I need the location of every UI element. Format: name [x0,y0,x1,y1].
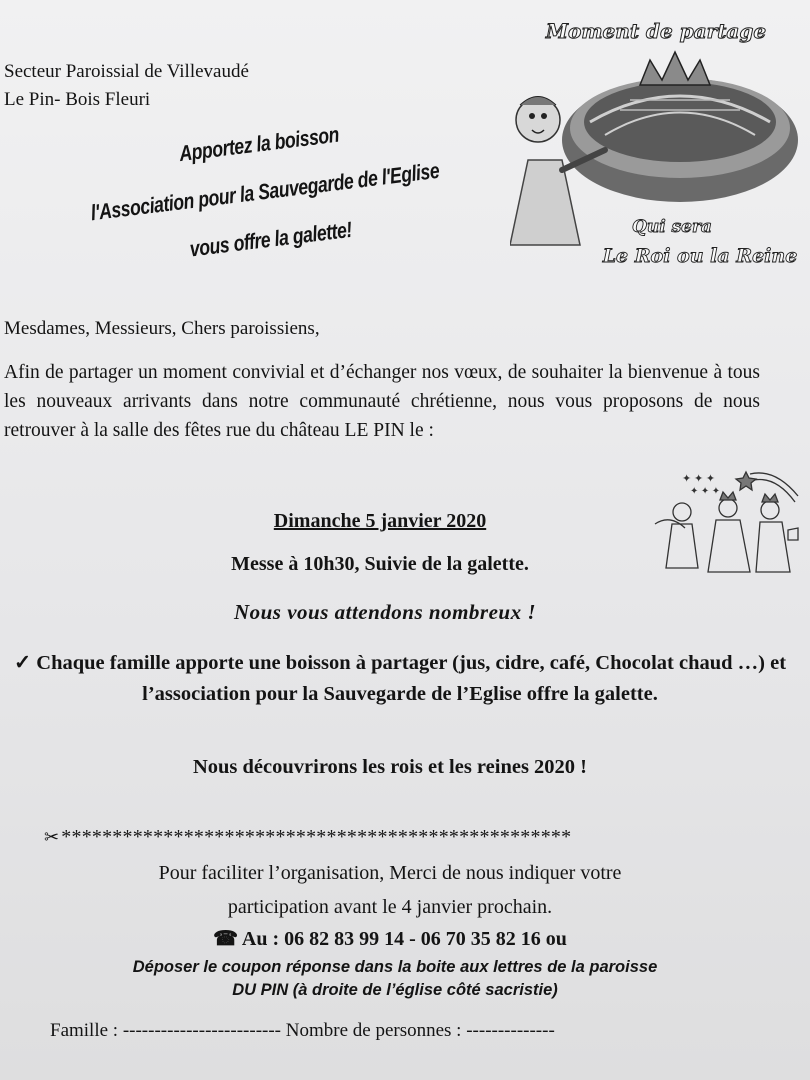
crown-icon [640,52,710,85]
slogan-line-1: Apportez la boisson [177,121,341,167]
discover-text: Nous découvrirons les rois et les reines 2020 ! [192,756,588,778]
mass-time: Messe à 10h30, Suivie de la galette. [231,553,529,575]
svg-text:✦ ✦ ✦: ✦ ✦ ✦ [682,473,716,485]
slogan-line-3: vous offre la galette! [188,216,354,262]
intro-paragraph: Afin de partager un moment convivial et d’échanger nos vœux, de souhaiter la bienvenue à tous les nouveaux arrivants dans notre communauté chrétienne, nous vous proposons de nous retrouver à la salle des fêtes rue du château LE PIN le : [4,362,760,441]
organise-line-1: Pour faciliter l’organisation, Merci de nous indiquer votre [158,862,622,884]
scissors-icon: ✂ [44,827,60,847]
illustration-title: Moment de partage [545,19,767,43]
cut-line-stars: ************************************************** [61,826,572,848]
reply-form-line[interactable]: Famille : ------------------------- Nombre de personnes : -------------- [50,1020,555,1041]
deposit-line-2: DU PIN (à droite de l’église côté sacristie) [232,981,558,999]
families-paragraph [0,648,800,710]
organise-text [0,856,780,924]
organise-line-2: participation avant le 4 janvier prochain. [227,896,553,918]
greeting: Mesdames, Messieurs, Chers paroissiens, [4,318,320,339]
phone-numbers: Au : 06 82 83 99 14 - 06 70 35 82 16 ou [241,928,567,950]
check-icon: ✓ [13,652,32,674]
figure-body [510,160,580,245]
cut-line [44,826,571,849]
event-date: Dimanche 5 janvier 2020 [273,510,487,532]
families-text: Chaque famille apporte une boisson à partager (jus, cidre, café, Chocolat chaud …) et l’association pour la Sauvegarde de l’Eglise offre la galette. [36,652,787,705]
parish-village: Le Pin- Bois Fleuri [4,89,151,110]
galette-illustration [510,10,802,280]
illustration-question-2: Le Roi ou la Reine [602,245,798,267]
illustration-question-1: Qui sera [632,217,712,237]
galette-clipart [510,10,802,280]
deposit-instructions [0,956,790,1002]
parish-sector: Secteur Paroissial de Villevaudé [4,61,249,82]
slogan [70,98,461,287]
deposit-line-1: Déposer le coupon réponse dans la boite aux lettres de la paroisse [132,958,658,976]
phone-icon: ☎ [213,928,238,950]
parish-header [4,58,249,114]
awaiting-text: Nous vous attendons nombreux ! [233,600,537,624]
svg-text:✦ ✦ ✦: ✦ ✦ ✦ [690,486,721,497]
phone-line [0,926,780,951]
slogan-line-2: l'Association pour la Sauvegarde de l'Eglise [89,157,441,226]
